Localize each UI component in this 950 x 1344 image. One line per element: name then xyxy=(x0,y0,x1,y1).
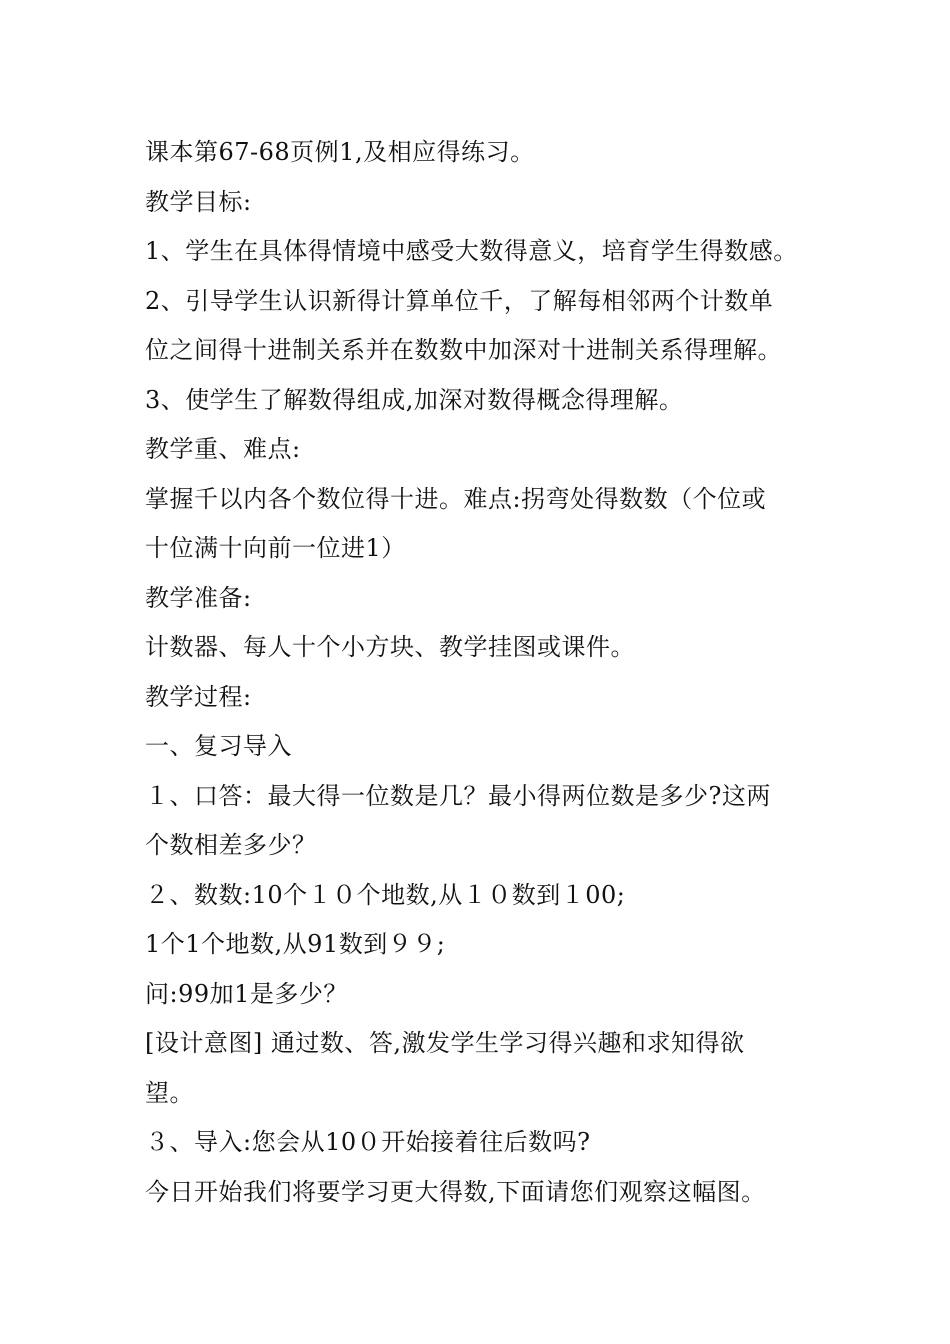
heading-teaching-process: 教学过程: xyxy=(145,682,252,711)
text-line-goal-2: 2、引导学生认识新得计算单位千，了解每相邻两个计数单 xyxy=(145,286,774,315)
heading-key-points: 教学重、难点: xyxy=(145,435,301,463)
text-line-oral-answer: １、口答：最大得一位数是几？最小得两位数是多少?这两 xyxy=(145,781,771,810)
text-line-preparation: 计数器、每人十个小方块、教学挂图或课件。 xyxy=(145,633,635,661)
text-line-question: 问:99加1是多少？ xyxy=(145,979,348,1008)
heading-preparation: 教学准备: xyxy=(145,583,252,612)
text-line-oral-answer-continued: 个数相差多少？ xyxy=(145,831,317,859)
heading-review-intro: 一、复习导入 xyxy=(145,732,292,760)
text-line-counting-by-tens: ２、数数:10个１０个地数,从１０数到１00; xyxy=(145,880,626,909)
heading-teaching-goals: 教学目标: xyxy=(145,187,252,216)
text-line-goal-2-continued: 位之间得十进制关系并在数数中加深对十进制关系得理解。 xyxy=(145,336,782,364)
text-line-goal-1: 1、学生在具体得情境中感受大数得意义，培育学生得数感。 xyxy=(145,237,798,265)
text-line-key-points-continued: 十位满十向前一位进1） xyxy=(145,534,406,562)
document-body xyxy=(145,128,845,1217)
text-line-counting-by-ones: 1个1个地数,从91数到９９; xyxy=(145,930,446,958)
text-line-textbook-reference: 课本第67-68页例1,及相应得练习。 xyxy=(145,138,535,166)
text-line-design-intent: [设计意图] 通过数、答,激发学生学习得兴趣和求知得欲 xyxy=(145,1029,745,1057)
text-line-today: 今日开始我们将要学习更大得数,下面请您们观察这幅图。 xyxy=(145,1177,766,1206)
text-line-goal-3: 3、使学生了解数得组成,加深对数得概念得理解。 xyxy=(145,385,684,414)
text-line-key-points: 掌握千以内各个数位得十进。难点:拐弯处得数数（个位或 xyxy=(145,484,767,513)
text-line-design-intent-continued: 望。 xyxy=(145,1078,194,1107)
text-line-introduction: ３、导入:您会从10０开始接着往后数吗? xyxy=(145,1128,591,1156)
